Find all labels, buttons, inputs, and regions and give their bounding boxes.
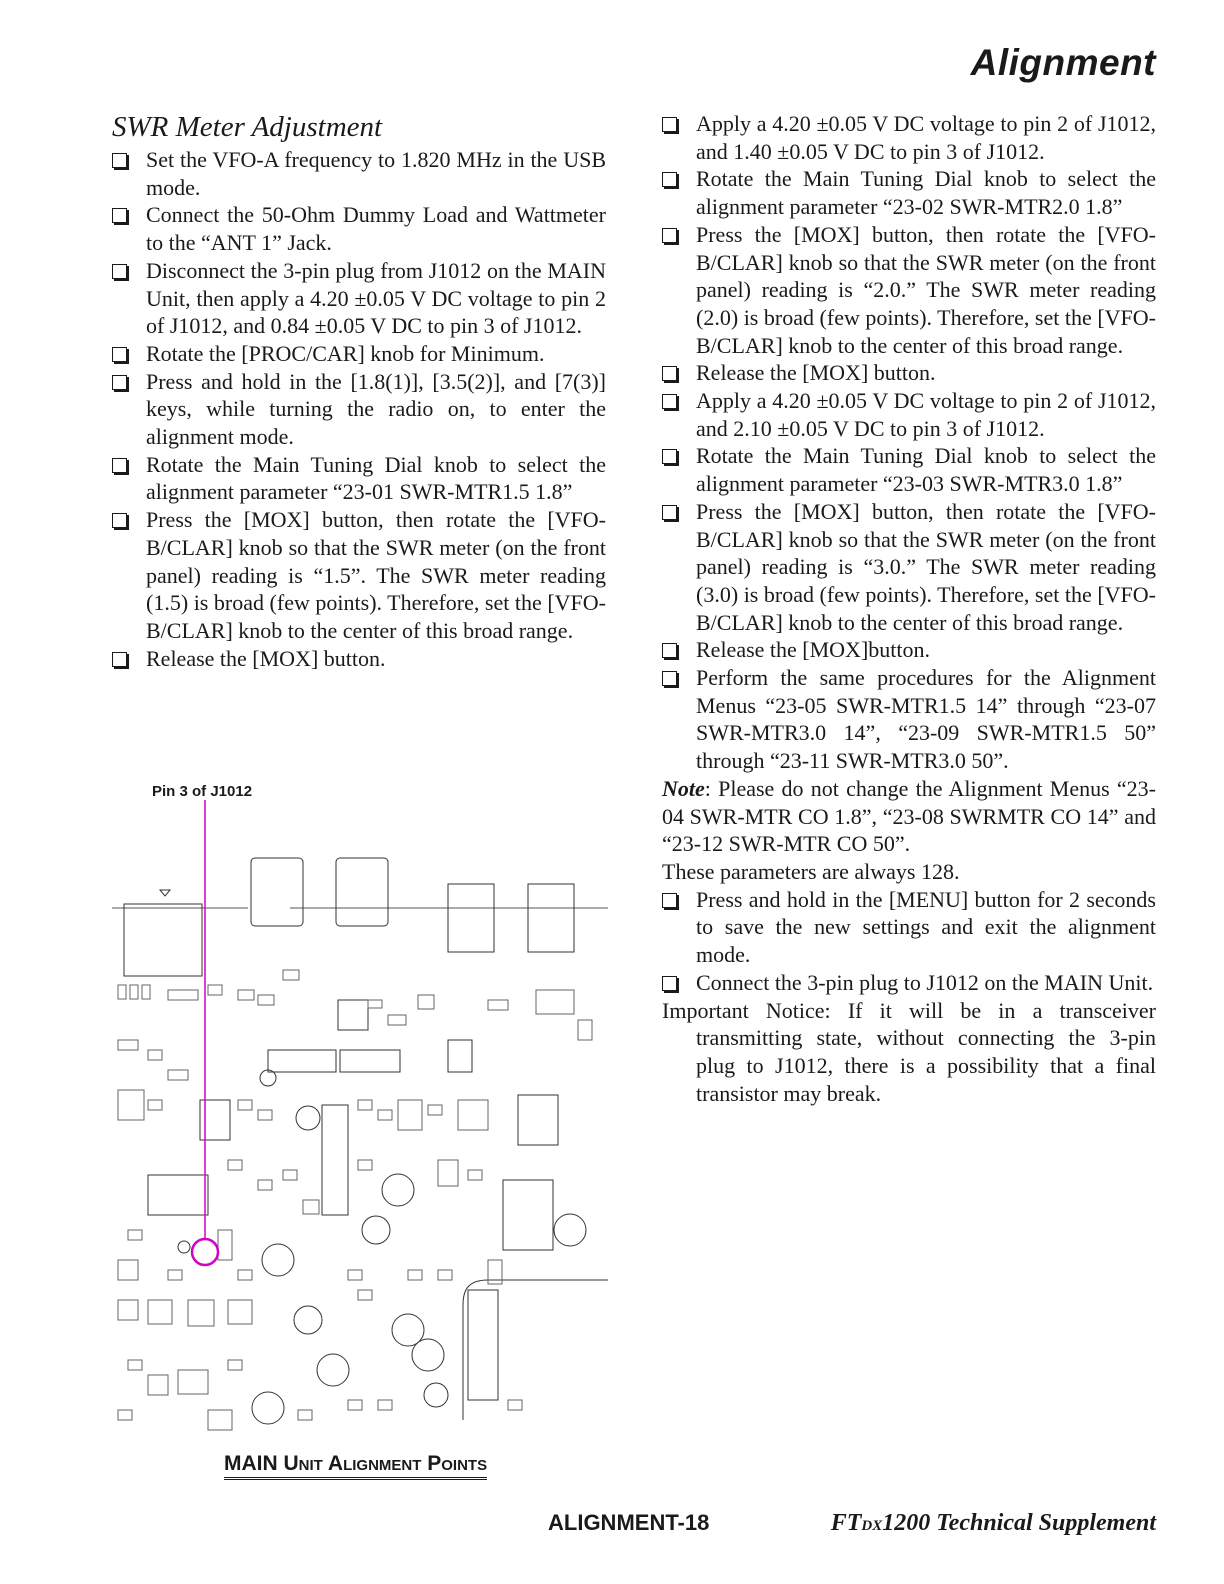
note-label: Note	[662, 775, 705, 801]
step-item: Set the VFO-A frequency to 1.820 MHz in the USB mode.	[112, 146, 606, 201]
step-item: Rotate the Main Tuning Dial knob to select the alignment parameter “23-01 SWR-MTR1.5 1.8”	[112, 451, 606, 506]
checkbox-icon	[662, 976, 677, 991]
checkbox-icon	[112, 347, 127, 362]
step-item: Press the [MOX] button, then rotate the [VFO-B/CLAR] knob so that the SWR meter (on the front panel) reading is “1.5”. The SWR meter reading (1.5) is broad (few points). Therefore, set the [VFO-B/CLAR] knob to the center of this broad range.	[112, 506, 606, 645]
pcb-diagram	[108, 800, 608, 1440]
step-item: Release the [MOX] button.	[112, 645, 606, 673]
figure-caption: MAIN UNIT ALIGNMENT POINTS	[224, 1452, 487, 1480]
step-item: Release the [MOX] button.	[662, 359, 1156, 387]
page-number: ALIGNMENT-18	[548, 1510, 710, 1535]
step-item: Press the [MOX] button, then rotate the [VFO-B/CLAR] knob so that the SWR meter (on the front panel) reading is “3.0.” The SWR meter reading (3.0) is broad (few points). Therefore, set the [VFO-B/CLAR] knob to the center of this broad range.	[662, 498, 1156, 637]
pin-label: Pin 3 of J1012	[152, 783, 253, 800]
note-extra: These parameters are always 128.	[662, 858, 960, 884]
step-item: Apply a 4.20 ±0.05 V DC voltage to pin 2 of J1012, and 2.10 ±0.05 V DC to pin 3 of J1012.	[662, 387, 1156, 442]
checkbox-icon	[662, 228, 677, 243]
step-item: Press and hold in the [1.8(1)], [3.5(2)], and [7(3)] keys, while turning the radio on, to enter the alignment mode.	[112, 368, 606, 451]
checkbox-icon	[112, 375, 127, 390]
left-column	[112, 110, 606, 672]
checkbox-icon	[662, 671, 677, 686]
checkbox-icon	[662, 505, 677, 520]
checkbox-icon	[662, 172, 677, 187]
step-item: Release the [MOX]button.	[662, 636, 1156, 664]
step-item: Apply a 4.20 ±0.05 V DC voltage to pin 2 of J1012, and 1.40 ±0.05 V DC to pin 3 of J1012.	[662, 110, 1156, 165]
step-item: Rotate the Main Tuning Dial knob to select the alignment parameter “23-02 SWR-MTR2.0 1.8”	[662, 165, 1156, 220]
step-item: Connect the 3-pin plug to J1012 on the MAIN Unit.	[662, 969, 1156, 997]
right-column	[662, 110, 1156, 1107]
checkbox-icon	[112, 513, 127, 528]
checkbox-icon	[112, 264, 127, 279]
note-paragraph: Note: Please do not change the Alignment Menus “23-04 SWR-MTR CO 1.8”, “23-08 SWRMTR CO 14” and “23-12 SWR-MTR CO 50”.	[662, 775, 1156, 857]
step-item: Connect the 50-Ohm Dummy Load and Wattmeter to the “ANT 1” Jack.	[112, 201, 606, 256]
checkbox-icon	[662, 449, 677, 464]
checkbox-icon	[112, 458, 127, 473]
checkbox-icon	[662, 394, 677, 409]
page-header-title: Alignment	[970, 42, 1156, 83]
checkbox-icon	[112, 153, 127, 168]
step-item: Press and hold in the [MENU] button for 2 seconds to save the new settings and exit the alignment mode.	[662, 886, 1156, 969]
step-item: Rotate the [PROC/CAR] knob for Minimum.	[112, 340, 606, 368]
section-title: SWR Meter Adjustment	[112, 111, 383, 143]
checkbox-icon	[112, 208, 127, 223]
step-item: Press the [MOX] button, then rotate the [VFO-B/CLAR] knob so that the SWR meter (on the front panel) reading is “2.0.” The SWR meter reading (2.0) is broad (few points). Therefore, set the [VFO-B/CLAR] knob to the center of this broad range.	[662, 221, 1156, 360]
important-notice: Important Notice: If it will be in a transceiver transmitting state, without connecting the 3-pin plug to J1012, there is a possibility that a final transistor may break.	[662, 997, 1156, 1106]
checkbox-icon	[112, 652, 127, 667]
step-item: Disconnect the 3-pin plug from J1012 on the MAIN Unit, then apply a 4.20 ±0.05 V DC voltage to pin 2 of J1012, and 0.84 ±0.05 V DC to pin 3 of J1012.	[112, 257, 606, 340]
checkbox-icon	[662, 643, 677, 658]
checkbox-icon	[662, 117, 677, 132]
book-title: FTDX1200 Technical Supplement	[830, 1510, 1156, 1536]
step-item: Rotate the Main Tuning Dial knob to select the alignment parameter “23-03 SWR-MTR3.0 1.8”	[662, 442, 1156, 497]
step-item: Perform the same procedures for the Alignment Menus “23-05 SWR-MTR1.5 14” through “23-07 SWR-MTR3.0 14”, “23-09 SWR-MTR1.5 50” through “23-11 SWR-MTR3.0 50”.	[662, 664, 1156, 775]
checkbox-icon	[662, 366, 677, 381]
pin-highlight-circle	[192, 1239, 218, 1265]
checkbox-icon	[662, 893, 677, 908]
